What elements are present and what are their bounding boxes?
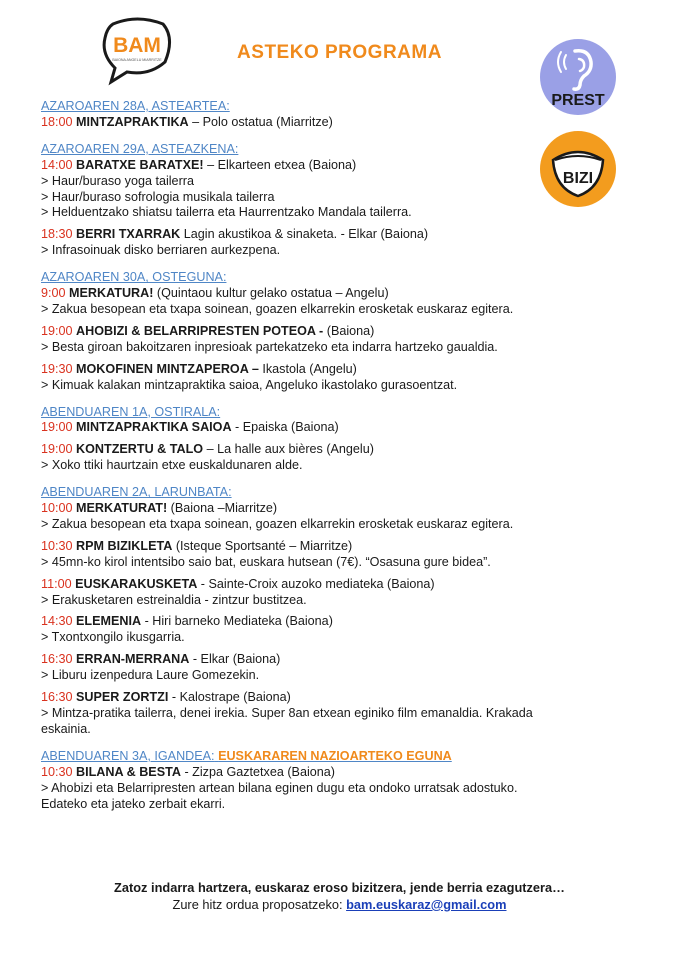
event-line — [41, 577, 641, 593]
event-description: eskainia. — [41, 721, 91, 736]
event-description: > Mintza-pratika tailerra, denei irekia. Super 8an etxean eginiko film emanaldia. Krakada — [41, 706, 533, 720]
bam-logo-text: BAM — [113, 34, 161, 57]
event-time: 10:30 — [41, 538, 73, 553]
day-heading — [41, 485, 641, 501]
event-place: - Elkar (Baiona) — [189, 652, 281, 667]
event-time: 19:00 — [41, 420, 73, 435]
bizi-logo-text: BIZI — [562, 170, 594, 187]
day-heading-text: ABENDUAREN 3A, IGANDEA: — [41, 748, 215, 763]
event-name: BARATXE BARATXE! — [76, 157, 204, 172]
event-place: Ikastola (Angelu) — [258, 361, 357, 376]
event-item — [41, 690, 641, 738]
event-item — [41, 765, 641, 813]
event-item — [41, 324, 641, 356]
footer-tagline: Zatoz indarra hartzera, euskaraz eroso bizitzera, jende berria ezagutzera… — [114, 880, 565, 895]
event-item — [41, 501, 641, 533]
event-description: > Kimuak kalakan mintzapraktika saioa, Angeluko ikastolako gurasoentzat. — [41, 377, 458, 392]
event-time: 11:00 — [41, 576, 72, 591]
event-description: > Zakua besopean eta txapa soinean, goazen elkarrekin erosketak euskaraz egitera. — [41, 516, 514, 531]
footer-contact — [0, 896, 679, 913]
email-link[interactable]: bam.euskaraz@gmail.com — [346, 897, 507, 912]
event-item — [41, 362, 641, 394]
event-line — [41, 501, 641, 517]
day-heading — [41, 749, 641, 765]
event-place: – Elkarteen etxea (Baiona) — [203, 157, 357, 172]
day-heading-text: AZAROAREN 28A, ASTEARTEA: — [41, 99, 230, 113]
event-line — [41, 420, 641, 436]
event-line — [41, 614, 641, 630]
footer-contact-label: Zure hitz ordua proposatzeko: — [172, 897, 347, 912]
event-place: – Polo ostatua (Miarritze) — [188, 114, 333, 129]
event-place: (Baiona –Miarritze) — [167, 501, 278, 516]
footer — [0, 879, 679, 913]
event-name: MINTZAPRAKTIKA SAIOA — [76, 420, 232, 435]
event-time: 19:00 — [41, 323, 73, 338]
day-heading-text: ABENDUAREN 2A, LARUNBATA: — [41, 485, 232, 500]
event-line — [41, 115, 641, 131]
event-time: 18:00 — [41, 114, 73, 129]
event-line — [41, 286, 641, 302]
event-time: 19:00 — [41, 442, 73, 457]
event-name: MERKATURA! — [69, 286, 154, 301]
day-heading-text: ABENDUAREN 1A, OSTIRALA: — [41, 404, 221, 419]
day-heading — [41, 142, 641, 158]
event-description: > 45mn-ko kirol intentsibo saio bat, euskara hutsean (7€). “Osasuna gure bidea”. — [41, 554, 491, 569]
event-description: > Liburu izenpedura Laure Gomezekin. — [41, 668, 260, 683]
event-item — [41, 442, 641, 474]
event-line — [41, 362, 641, 378]
event-item — [41, 286, 641, 318]
event-description: > Zakua besopean eta txapa soinean, goazen elkarrekin erosketak euskaraz egitera. — [41, 301, 514, 316]
event-description: > Xoko ttiki haurtzain etxe euskaldunaren alde. — [41, 458, 303, 473]
event-item — [41, 420, 641, 436]
page-title: ASTEKO PROGRAMA — [237, 42, 442, 63]
event-time: 10:00 — [41, 501, 73, 516]
event-name: RPM BIZIKLETA — [76, 538, 173, 553]
day-heading-text: AZAROAREN 30A, OSTEGUNA: — [41, 270, 227, 285]
event-name: EUSKARAKUSKETA — [75, 576, 198, 591]
event-time: 18:30 — [41, 227, 73, 242]
event-description: > Haur/buraso yoga tailerra — [41, 173, 194, 188]
event-name: ELEMENIA — [76, 614, 142, 629]
event-line — [41, 158, 641, 174]
event-name: BILANA & BESTA — [76, 764, 181, 779]
event-time: 19:30 — [41, 361, 73, 376]
event-place: – La halle aux bières (Angelu) — [203, 442, 374, 457]
event-item — [41, 227, 641, 259]
event-place: (Baiona) — [323, 323, 375, 338]
event-time: 9:00 — [41, 286, 66, 301]
event-time: 16:30 — [41, 690, 73, 705]
event-place: - Sainte-Croix auzoko mediateka (Baiona) — [197, 576, 435, 591]
event-line — [41, 227, 641, 243]
event-item — [41, 577, 641, 609]
event-name: SUPER ZORTZI — [76, 690, 169, 705]
prest-logo-text: PREST — [551, 92, 605, 109]
event-description: > Infrasoinuak disko berriaren aurkezpena. — [41, 243, 281, 258]
event-item — [41, 115, 641, 131]
event-time: 14:00 — [41, 157, 73, 172]
event-description: > Txontxongilo ikusgarria. — [41, 630, 185, 645]
event-name: MOKOFINEN MINTZAPEROA – — [76, 361, 259, 376]
event-place: - Epaiska (Baiona) — [231, 420, 339, 435]
event-description: > Helduentzako shiatsu tailerra eta Haurrentzako Mandala tailerra. — [41, 205, 412, 220]
event-line — [41, 652, 641, 668]
event-time: 14:30 — [41, 614, 73, 629]
bam-logo-subtext: BAIONA ANGELU MIARRITZE — [112, 58, 162, 62]
event-name: MERKATURAT! — [76, 501, 168, 516]
event-description: Edateko eta jateko zerbait ekarri. — [41, 796, 226, 811]
event-item — [41, 614, 641, 646]
event-line — [41, 690, 641, 706]
event-name: MINTZAPRAKTIKA — [76, 114, 189, 129]
event-name: BERRI TXARRAK — [76, 227, 181, 242]
program-list — [41, 99, 641, 812]
event-description: > Besta giroan bakoitzaren inpresioak partekatzeko eta indarra hartzeko gaualdia. — [41, 339, 498, 354]
event-place: - Hiri barneko Mediateka (Baiona) — [141, 614, 333, 629]
event-line — [41, 324, 641, 340]
event-place: (Quintaou kultur gelako ostatua – Angelu) — [153, 286, 389, 301]
event-place: - Kalostrape (Baiona) — [168, 690, 291, 705]
event-time: 10:30 — [41, 764, 73, 779]
day-heading-text: AZAROAREN 29A, ASTEAZKENA: — [41, 141, 239, 156]
event-time: 16:30 — [41, 652, 73, 667]
event-description: > Ahobizi eta Belarripresten artean bilana eginen dugu eta ondoko urratsak adostuko. — [41, 780, 518, 795]
event-line — [41, 765, 641, 781]
event-item — [41, 158, 641, 222]
event-name: ERRAN-MERRANA — [76, 652, 190, 667]
day-heading — [41, 99, 641, 115]
event-description: > Haur/buraso sofrologia musikala tailerra — [41, 189, 275, 204]
event-name: AHOBIZI & BELARRIPRESTEN POTEOA - — [76, 323, 324, 338]
event-place: (Isteque Sportsanté – Miarritze) — [172, 538, 353, 553]
event-line — [41, 442, 641, 458]
event-item — [41, 539, 641, 571]
event-place: Lagin akustikoa & sinaketa. - Elkar (Baiona) — [180, 227, 429, 242]
day-highlight: EUSKARAREN NAZIOARTEKO EGUNA — [218, 748, 452, 763]
event-item — [41, 652, 641, 684]
event-place: - Zizpa Gaztetxea (Baiona) — [180, 764, 335, 779]
day-heading — [41, 405, 641, 421]
day-heading — [41, 270, 641, 286]
event-name: KONTZERTU & TALO — [76, 442, 204, 457]
event-line — [41, 539, 641, 555]
event-description: > Erakusketaren estreinaldia - zintzur bustitzea. — [41, 592, 307, 607]
